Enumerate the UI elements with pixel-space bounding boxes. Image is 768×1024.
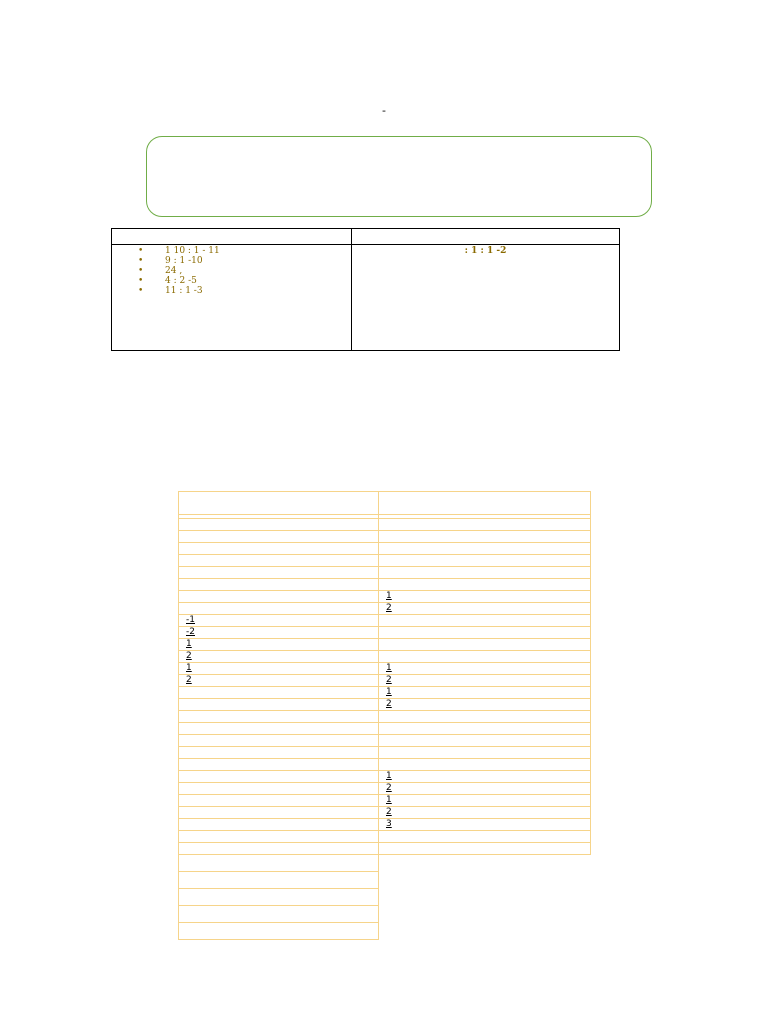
word-cell-col1: -1 <box>179 615 379 627</box>
word-cell-col2 <box>379 543 591 555</box>
word-table <box>178 491 591 940</box>
word-cell-col2 <box>379 843 591 855</box>
word-cell-col1 <box>179 711 379 723</box>
table-row <box>179 639 591 651</box>
word-cell-col1 <box>179 723 379 735</box>
lesson-label <box>0 89 768 103</box>
bullet-icon: • <box>138 256 144 266</box>
word-cell-col1 <box>179 759 379 771</box>
list-item <box>138 246 220 256</box>
word-cell-col2 <box>379 567 591 579</box>
word-cell-col1 <box>179 603 379 615</box>
word-cell-col1 <box>179 771 379 783</box>
table-row <box>179 759 591 771</box>
word-cell-col2: 1 <box>379 687 591 699</box>
table-row <box>179 855 591 872</box>
word-cell-col1: 2 <box>179 651 379 663</box>
word-cell-col1 <box>179 555 379 567</box>
word-cell-col2: 3 <box>379 819 591 831</box>
table-row <box>179 579 591 591</box>
word-cell-col1 <box>179 831 379 843</box>
lesson-title: - <box>382 104 386 117</box>
word-table-body <box>179 515 591 940</box>
word-cell-col2: 2 <box>379 783 591 795</box>
word-cell-col2: 2 <box>379 699 591 711</box>
table-row <box>179 723 591 735</box>
aim-title <box>147 155 651 169</box>
word-cell-col1: 1 <box>179 639 379 651</box>
memory-verse-reference: : 1 : 1 -2 <box>464 246 507 256</box>
word-cell-col1: -2 <box>179 627 379 639</box>
table-row <box>179 906 591 923</box>
word-cell-col2 <box>379 723 591 735</box>
empty-cell <box>379 855 591 872</box>
table-row <box>179 687 591 699</box>
empty-cell <box>379 906 591 923</box>
table-row <box>179 711 591 723</box>
word-cell-col1 <box>179 567 379 579</box>
table-row <box>179 603 591 615</box>
list-item <box>138 286 220 296</box>
table-row <box>179 519 591 531</box>
word-cell-col2: 1 <box>379 795 591 807</box>
table-row <box>179 615 591 627</box>
word-cell-col2 <box>379 651 591 663</box>
bullet-icon: • <box>138 246 144 256</box>
table-row <box>179 795 591 807</box>
word-cell-col1: 1 <box>179 663 379 675</box>
table-row <box>179 555 591 567</box>
word-cell-col1 <box>179 855 379 872</box>
table-row <box>179 747 591 759</box>
word-cell-col1 <box>179 923 379 940</box>
word-cell-col1 <box>179 807 379 819</box>
reference-text: 11 : 1 -3 <box>165 286 203 296</box>
reference-text: 1 10 : 1 - 11 <box>165 246 220 256</box>
reference-text: 9 : 1 -10 <box>165 256 203 266</box>
table-row <box>179 843 591 855</box>
word-cell-col1 <box>179 872 379 889</box>
table-row <box>179 567 591 579</box>
bullet-icon: • <box>138 266 144 276</box>
table-row <box>179 807 591 819</box>
list-item <box>138 266 220 276</box>
word-cell-col2: 2 <box>379 807 591 819</box>
empty-cell <box>379 923 591 940</box>
word-cell-col2 <box>379 531 591 543</box>
word-cell-col2 <box>379 555 591 567</box>
aim-box <box>146 136 652 217</box>
table-row <box>179 591 591 603</box>
word-cell-col2 <box>379 747 591 759</box>
table-row <box>179 627 591 639</box>
header-divider <box>112 244 619 245</box>
word-cell-col2: 2 <box>379 603 591 615</box>
word-cell-col2 <box>379 579 591 591</box>
word-cell-col1 <box>179 579 379 591</box>
word-cell-col2 <box>379 519 591 531</box>
empty-cell <box>379 889 591 906</box>
word-cell-col1 <box>179 783 379 795</box>
word-cell-col2 <box>379 711 591 723</box>
table-row <box>179 531 591 543</box>
word-cell-col1 <box>179 543 379 555</box>
memory-verse-header <box>352 230 619 243</box>
word-cell-col2 <box>379 759 591 771</box>
word-cell-col2: 1 <box>379 591 591 603</box>
table-row <box>179 663 591 675</box>
word-cell-col1 <box>179 687 379 699</box>
word-cell-col2: 1 <box>379 663 591 675</box>
reference-table <box>111 228 620 351</box>
reference-text: 24 , <box>165 266 183 276</box>
word-cell-col1 <box>179 531 379 543</box>
table-row <box>179 699 591 711</box>
empty-cell <box>379 872 591 889</box>
table-row <box>179 543 591 555</box>
references-header <box>112 230 351 243</box>
word-cell-col1 <box>179 906 379 923</box>
reference-list <box>138 246 220 296</box>
word-cell-col2 <box>379 639 591 651</box>
word-cell-col1 <box>179 735 379 747</box>
word-cell-col2 <box>379 735 591 747</box>
word-cell-col1 <box>179 889 379 906</box>
word-cell-col1 <box>179 747 379 759</box>
table-row <box>179 651 591 663</box>
table-row <box>179 819 591 831</box>
table-row <box>179 735 591 747</box>
word-cell-col1 <box>179 843 379 855</box>
word-cell-col1 <box>179 519 379 531</box>
word-cell-col2 <box>379 627 591 639</box>
word-cell-col1 <box>179 699 379 711</box>
word-cell-col1 <box>179 591 379 603</box>
table-row <box>179 783 591 795</box>
list-item <box>138 256 220 266</box>
table-row <box>179 675 591 687</box>
bullet-icon: • <box>138 286 144 296</box>
table-row <box>179 889 591 906</box>
word-cell-col2 <box>379 615 591 627</box>
bullet-icon: • <box>138 276 144 286</box>
reference-text: 4 : 2 -5 <box>165 276 197 286</box>
table-row <box>179 923 591 940</box>
word-cell-col2 <box>379 831 591 843</box>
table-row <box>179 771 591 783</box>
word-cell-col2: 2 <box>379 675 591 687</box>
word-cell-col1 <box>179 795 379 807</box>
word-cell-col1: 2 <box>179 675 379 687</box>
word-cell-col1 <box>179 819 379 831</box>
word-table-header-1 <box>179 492 379 515</box>
word-table-header-2 <box>379 492 591 515</box>
table-row <box>179 831 591 843</box>
word-cell-col2: 1 <box>379 771 591 783</box>
list-item <box>138 276 220 286</box>
table-row <box>179 872 591 889</box>
